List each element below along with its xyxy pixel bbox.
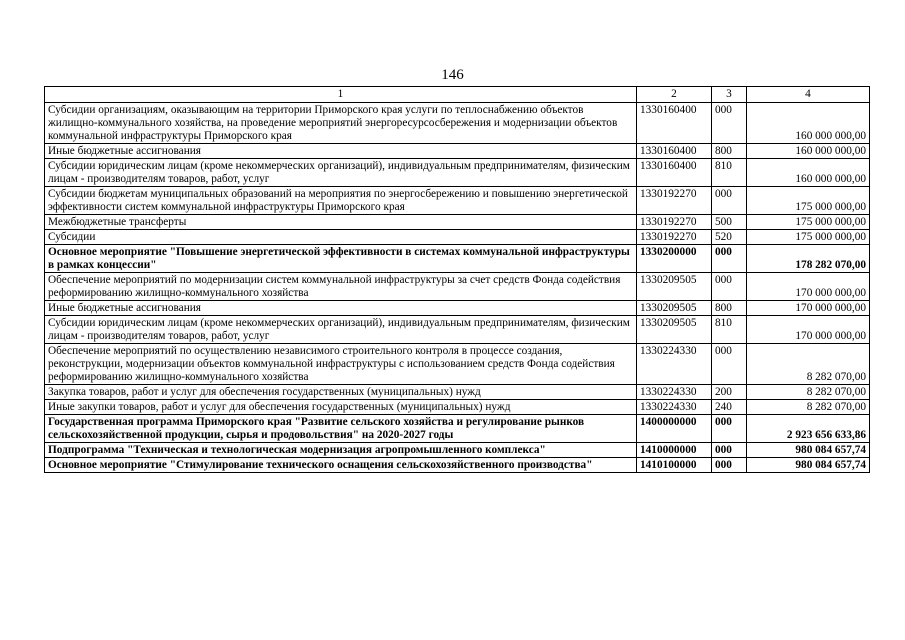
row-amount: 160 000 000,00: [747, 159, 870, 187]
row-description: Субсидии организациям, оказывающим на территории Приморского края услуги по теплоснабжению объектов жилищно-коммунального хозяйства, на проведение мероприятий энергоресурсосбережения и модернизации объектов коммунальной инфраструктуры Приморского края: [45, 103, 637, 144]
header-col-4: 4: [747, 87, 870, 103]
row-amount: 980 084 657,74: [747, 458, 870, 473]
row-target-code: 1330200000: [637, 245, 712, 273]
row-expense-type: 000: [712, 344, 747, 385]
row-amount: 170 000 000,00: [747, 301, 870, 316]
row-expense-type: 200: [712, 385, 747, 400]
row-expense-type: 520: [712, 230, 747, 245]
row-description: Основное мероприятие "Стимулирование технического оснащения сельскохозяйственного производства": [45, 458, 637, 473]
row-expense-type: 000: [712, 103, 747, 144]
row-expense-type: 000: [712, 458, 747, 473]
budget-table-body: [45, 87, 870, 473]
row-target-code: 1330160400: [637, 159, 712, 187]
table-row: [45, 273, 870, 301]
row-target-code: 1330192270: [637, 187, 712, 215]
row-description: Межбюджетные трансферты: [45, 215, 637, 230]
row-target-code: 1330192270: [637, 215, 712, 230]
row-amount: 178 282 070,00: [747, 245, 870, 273]
table-row: [45, 344, 870, 385]
table-row: [45, 215, 870, 230]
row-expense-type: 000: [712, 443, 747, 458]
table-row: [45, 443, 870, 458]
row-expense-type: 810: [712, 316, 747, 344]
row-target-code: 1330209505: [637, 301, 712, 316]
row-amount: 8 282 070,00: [747, 344, 870, 385]
row-expense-type: 500: [712, 215, 747, 230]
row-expense-type: 810: [712, 159, 747, 187]
page-number: 146: [441, 67, 464, 83]
row-expense-type: 800: [712, 301, 747, 316]
row-amount: 160 000 000,00: [747, 144, 870, 159]
table-row: [45, 385, 870, 400]
row-expense-type: 000: [712, 415, 747, 443]
row-amount: 170 000 000,00: [747, 316, 870, 344]
table-row: [45, 245, 870, 273]
row-target-code: 1410000000: [637, 443, 712, 458]
row-target-code: 1330160400: [637, 144, 712, 159]
row-description: Иные закупки товаров, работ и услуг для обеспечения государственных (муниципальных) нужд: [45, 400, 637, 415]
row-target-code: 1410100000: [637, 458, 712, 473]
row-description: Иные бюджетные ассигнования: [45, 144, 637, 159]
row-target-code: 1330224330: [637, 400, 712, 415]
row-expense-type: 240: [712, 400, 747, 415]
table-row: [45, 301, 870, 316]
row-description: Субсидии юридическим лицам (кроме некоммерческих организаций), индивидуальным предпринимателям, физическим лицам - производителям товаров, работ, услуг: [45, 316, 637, 344]
row-description: Субсидии: [45, 230, 637, 245]
header-col-1: 1: [45, 87, 637, 103]
table-row: [45, 415, 870, 443]
row-target-code: 1330209505: [637, 316, 712, 344]
row-description: Основное мероприятие "Повышение энергетической эффективности в системах коммунальной инфраструктуры в рамках концессии": [45, 245, 637, 273]
table-row: [45, 159, 870, 187]
row-amount: 160 000 000,00: [747, 103, 870, 144]
row-amount: 8 282 070,00: [747, 400, 870, 415]
table-row: [45, 400, 870, 415]
row-amount: 8 282 070,00: [747, 385, 870, 400]
header-col-3: 3: [712, 87, 747, 103]
row-description: Закупка товаров, работ и услуг для обеспечения государственных (муниципальных) нужд: [45, 385, 637, 400]
row-description: Субсидии бюджетам муниципальных образований на мероприятия по энергосбережению и повышению энергетической эффективности систем коммунальной инфраструктуры Приморского края: [45, 187, 637, 215]
row-amount: 175 000 000,00: [747, 230, 870, 245]
header-col-2: 2: [637, 87, 712, 103]
table-row: [45, 316, 870, 344]
row-expense-type: 000: [712, 187, 747, 215]
table-row: [45, 458, 870, 473]
row-description: Государственная программа Приморского края "Развитие сельского хозяйства и регулирование рынков сельскохозяйственной продукции, сырья и продовольствия" на 2020-2027 годы: [45, 415, 637, 443]
row-expense-type: 800: [712, 144, 747, 159]
row-amount: 175 000 000,00: [747, 187, 870, 215]
row-target-code: 1330160400: [637, 103, 712, 144]
row-target-code: 1330209505: [637, 273, 712, 301]
row-expense-type: 000: [712, 245, 747, 273]
row-description: Субсидии юридическим лицам (кроме некоммерческих организаций), индивидуальным предпринимателям, физическим лицам - производителям товаров, работ, услуг: [45, 159, 637, 187]
table-row: [45, 103, 870, 144]
row-target-code: 1330192270: [637, 230, 712, 245]
row-amount: 170 000 000,00: [747, 273, 870, 301]
row-amount: 2 923 656 633,86: [747, 415, 870, 443]
row-expense-type: 000: [712, 273, 747, 301]
row-amount: 980 084 657,74: [747, 443, 870, 458]
row-target-code: 1400000000: [637, 415, 712, 443]
table-row: [45, 144, 870, 159]
row-target-code: 1330224330: [637, 385, 712, 400]
table-row: [45, 230, 870, 245]
row-description: Обеспечение мероприятий по модернизации систем коммунальной инфраструктуры за счет средств Фонда содействия реформированию жилищно-коммунального хозяйства: [45, 273, 637, 301]
budget-table: [44, 86, 870, 473]
row-description: Обеспечение мероприятий по осуществлению независимого строительного контроля в процессе создания, реконструкции, модернизации объектов коммунальной инфраструктуры с использованием средств Фонда содействия реформированию жилищно-коммунального хозяйства: [45, 344, 637, 385]
row-description: Иные бюджетные ассигнования: [45, 301, 637, 316]
row-target-code: 1330224330: [637, 344, 712, 385]
row-description: Подпрограмма "Техническая и технологическая модернизация агропромышленного комплекса": [45, 443, 637, 458]
table-header-row: [45, 87, 870, 103]
row-amount: 175 000 000,00: [747, 215, 870, 230]
table-row: [45, 187, 870, 215]
